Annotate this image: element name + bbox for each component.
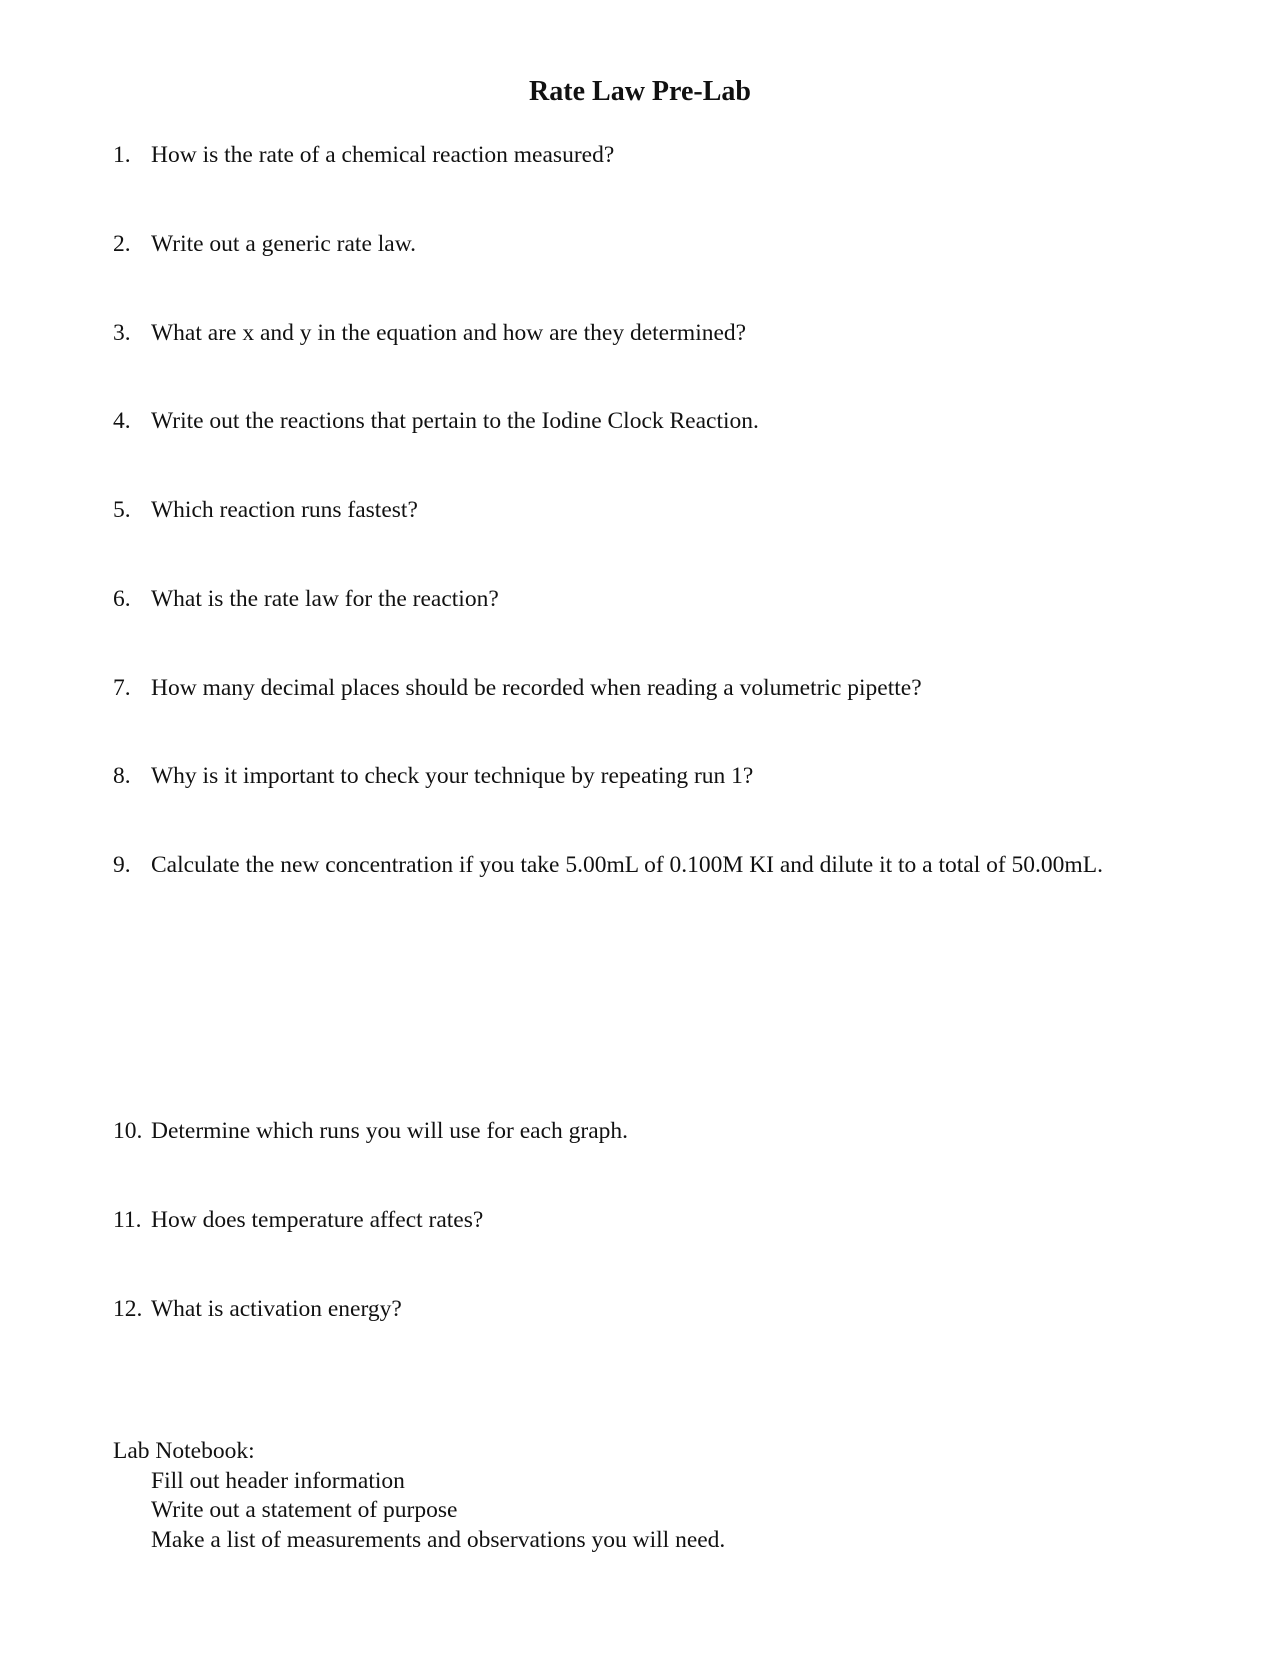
question-item [113, 495, 418, 525]
question-number: 2. [113, 231, 131, 257]
question-text: Which reaction runs fastest? [151, 497, 418, 523]
question-item [113, 1205, 483, 1235]
question-text: How does temperature affect rates? [151, 1207, 484, 1233]
question-text: Write out the reactions that pertain to the Iodine Clock Reaction. [151, 408, 759, 434]
question-number: 11. [113, 1207, 142, 1233]
question-item [113, 850, 1103, 880]
lab-notebook-item: Fill out header information [151, 1467, 405, 1494]
question-text: Why is it important to check your technique by repeating run 1? [151, 763, 754, 789]
question-text: Write out a generic rate law. [151, 231, 417, 257]
question-text: What is the rate law for the reaction? [151, 586, 499, 612]
question-text: How many decimal places should be recorded when reading a volumetric pipette? [151, 675, 922, 701]
lab-notebook-item: Make a list of measurements and observations you will need. [151, 1526, 726, 1553]
lab-notebook-section [113, 1437, 725, 1555]
question-item [113, 318, 746, 348]
question-text: What are x and y in the equation and how are they determined? [151, 320, 747, 346]
question-item [113, 229, 416, 259]
question-text: How is the rate of a chemical reaction measured? [151, 142, 615, 168]
lab-notebook-item: Write out a statement of purpose [151, 1497, 458, 1523]
question-text: Calculate the new concentration if you take 5.00mL of 0.100M KI and dilute it to a total of 50.00mL. [151, 852, 1103, 878]
question-number: 7. [113, 675, 131, 701]
question-item [113, 673, 922, 703]
page-title: Rate Law Pre-Lab [529, 76, 751, 107]
question-item [113, 1116, 628, 1146]
question-number: 1. [113, 142, 131, 168]
question-item [113, 406, 759, 436]
question-number: 8. [113, 763, 131, 789]
question-number: 5. [113, 497, 131, 523]
question-number: 3. [113, 320, 131, 346]
question-number: 10. [113, 1118, 143, 1144]
question-text: What is activation energy? [151, 1296, 402, 1322]
question-number: 9. [113, 852, 131, 878]
question-number: 4. [113, 408, 131, 434]
question-item [113, 761, 753, 791]
question-number: 12. [113, 1296, 143, 1322]
question-number: 6. [113, 586, 131, 612]
question-item [113, 584, 499, 614]
question-text: Determine which runs you will use for each graph. [151, 1118, 629, 1144]
question-item [113, 140, 614, 170]
lab-notebook-heading: Lab Notebook: [113, 1438, 255, 1464]
question-item [113, 1294, 402, 1324]
